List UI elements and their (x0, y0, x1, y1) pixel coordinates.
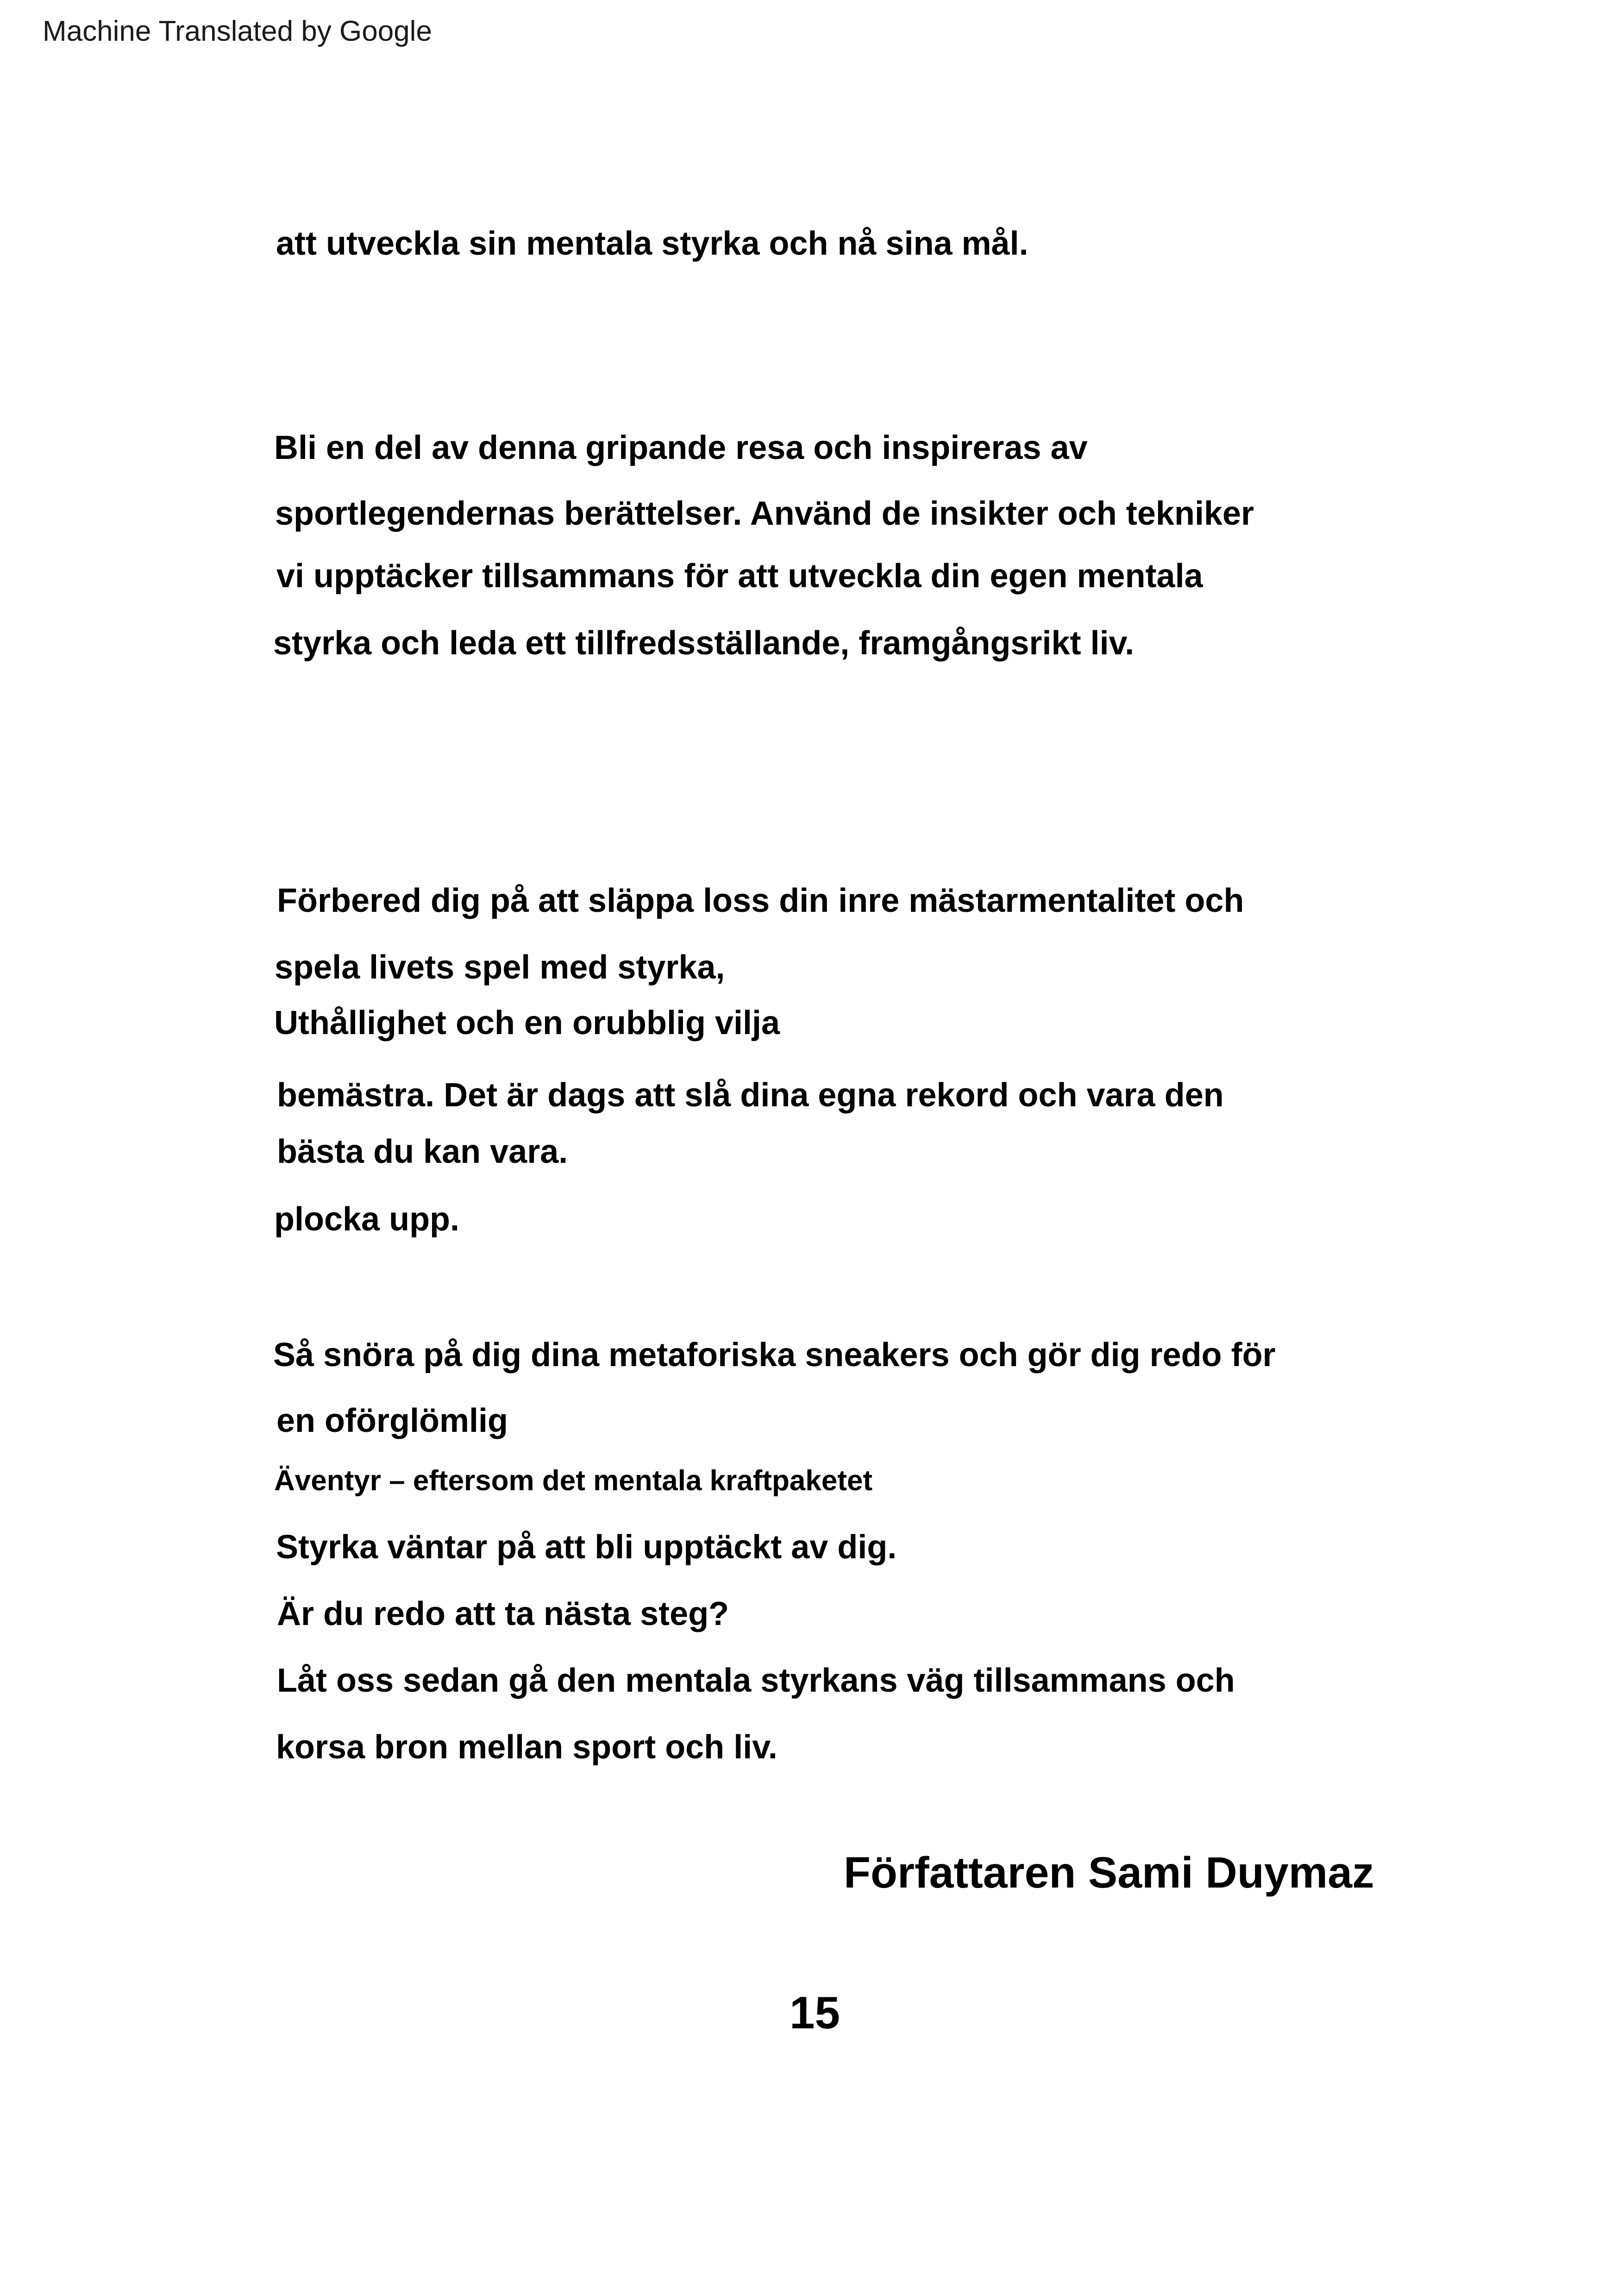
text-line: vi upptäcker tillsammans för att utveckla din egen mentala (276, 558, 1203, 595)
text-line: korsa bron mellan sport och liv. (276, 1729, 777, 1766)
text-line: sportlegendernas berättelser. Använd de insikter och tekniker (275, 495, 1254, 532)
machine-translation-banner: Machine Translated by Google (43, 15, 432, 47)
text-line: spela livets spel med styrka, (275, 949, 725, 986)
text-line: Uthållighet och en orubblig vilja (274, 1004, 780, 1041)
text-line: styrka och leda ett tillfredsställande, framgångsrikt liv. (273, 625, 1134, 662)
text-line: bemästra. Det är dags att slå dina egna rekord och vara den (277, 1077, 1224, 1114)
text-line: Äventyr – eftersom det mentala kraftpaketet (274, 1465, 873, 1497)
text-line: Låt oss sedan gå den mentala styrkans väg tillsammans och (277, 1662, 1235, 1699)
text-line: att utveckla sin mentala styrka och nå sina mål. (276, 225, 1028, 262)
author-signature: Författaren Sami Duymaz (844, 1848, 1374, 1897)
text-line: plocka upp. (274, 1201, 460, 1238)
text-line: Styrka väntar på att bli upptäckt av dig. (276, 1529, 897, 1566)
text-line: Bli en del av denna gripande resa och inspireras av (274, 429, 1088, 466)
text-line: en oförglömlig (276, 1402, 508, 1439)
text-line: Är du redo att ta nästa steg? (277, 1595, 729, 1632)
text-line: bästa du kan vara. (277, 1133, 568, 1170)
text-line: Förbered dig på att släppa loss din inre mästarmentalitet och (277, 882, 1244, 919)
text-line: Så snöra på dig dina metaforiska sneakers och gör dig redo för (273, 1336, 1276, 1374)
page-number: 15 (790, 1987, 840, 2038)
